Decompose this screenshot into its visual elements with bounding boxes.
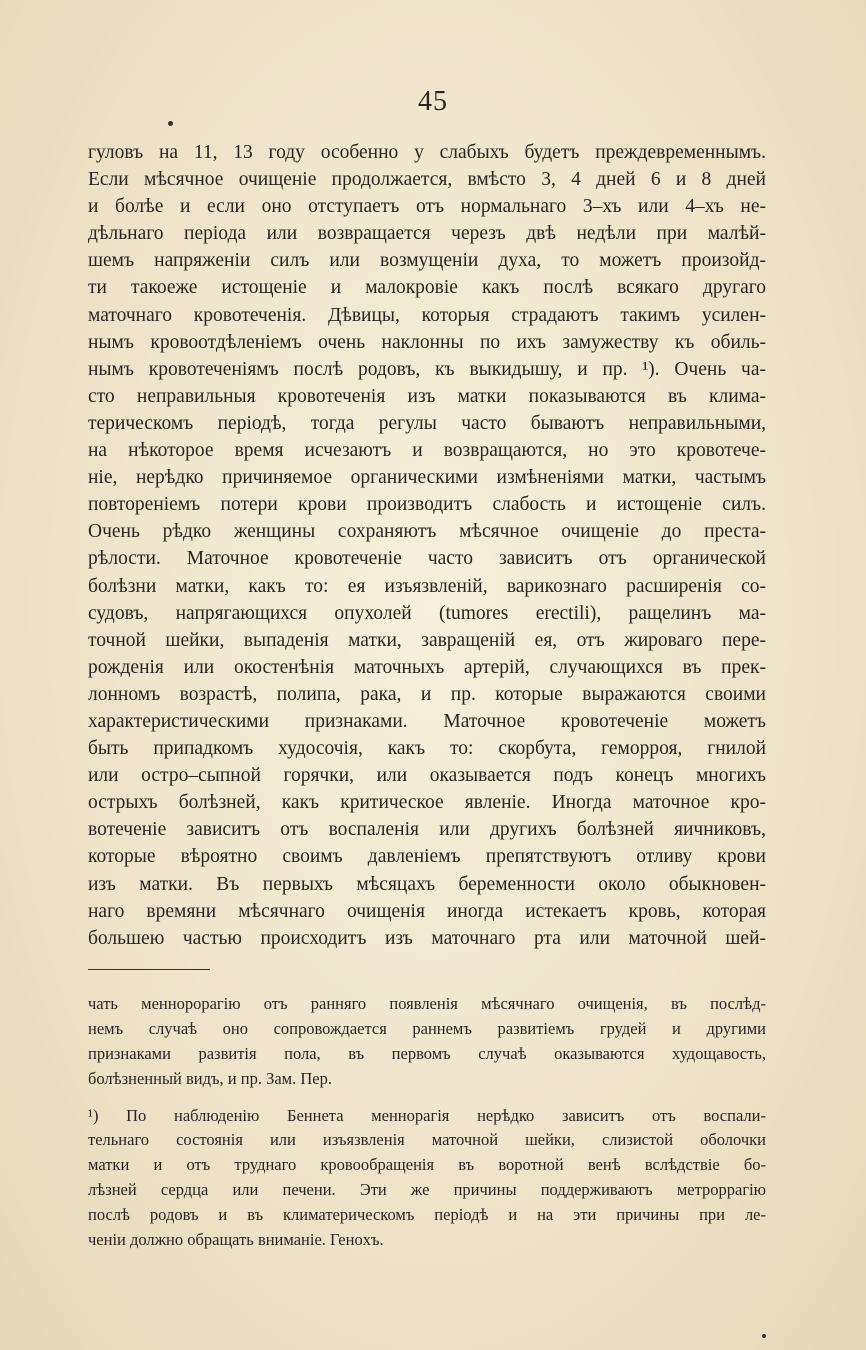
footnote-line: ченiи должно обращать вниманiе. Геноxъ. (88, 1230, 384, 1250)
body-line: судовъ, напрягающихся опухолей (tumores erectili), ращелинъ ма- (88, 602, 766, 624)
body-line: рожденiя или окостенѣнiя маточныхъ артерiй, случающихся въ прек- (88, 656, 766, 678)
page-number: 45 (418, 86, 448, 117)
body-line: Очень рѣдко женщины сохраняютъ мѣсячное очищенiе до преста- (88, 521, 766, 543)
footnote-line: послѣ родовъ и въ климатерическомъ перiодѣ и на эти причины при ле- (88, 1205, 766, 1225)
body-line: характеристическими признаками. Маточное кровотеченiе можетъ (88, 710, 766, 732)
body-line: ти такоеже истощенiе и малокровiе какъ послѣ всякаго другаго (88, 277, 766, 299)
body-line: точной шейки, выпаденiя матки, завращенiй ея, отъ жироваго пере- (88, 629, 766, 651)
body-line: на нѣкоторое время исчезаютъ и возвращаются, но это кровотече- (88, 440, 766, 462)
body-line: нымъ кровоотдѣленiемъ очень наклонны по ихъ замужеству къ обиль- (88, 331, 766, 353)
footnote-separator-rule (88, 969, 210, 970)
body-line: изъ матки. Въ первыхъ мѣсяцахъ беременности около обыкновен- (88, 873, 766, 895)
ink-speck (168, 121, 173, 126)
footnote-1 (88, 1104, 766, 1253)
body-line: рѣлости. Маточное кровотеченiе часто зависитъ отъ органической (88, 548, 766, 570)
body-line: вотеченiе зависитъ отъ воспаленiя или другихъ болѣзней яичниковъ, (88, 819, 766, 841)
body-line: нiе, нерѣдко причиняемое органическими измѣненiями матки, частымъ (88, 467, 766, 489)
body-line: болѣзни матки, какъ то: ея изъязвленiй, варикознаго расширенiя со- (88, 575, 766, 597)
body-line: и болѣе и если оно отступаетъ отъ нормальнаго 3–хъ или 4–хъ не- (88, 196, 766, 218)
body-line: повторенiемъ потери крови производитъ слабость и истощенiе силъ. (88, 494, 766, 516)
body-line: шемъ напряженiи силъ или возмущенiи духа, то можетъ произойд- (88, 250, 766, 272)
body-line: маточнаго кровотеченiя. Дѣвицы, которыя страдаютъ такимъ усилен- (88, 304, 766, 326)
footnote-line: чать меннорорагiю отъ ранняго появленiя мѣсячнаго очищенiя, въ послѣд- (88, 994, 766, 1013)
main-text-block (88, 139, 766, 952)
footnote-line: признаками развитiя пола, въ первомъ случаѣ оказываются худощавость, (88, 1043, 766, 1063)
body-line: лонномъ возрастѣ, полипа, рака, и пр. которые выражаются своими (88, 683, 766, 705)
body-line: Если мѣсячное очищенiе продолжается, вмѣсто 3, 4 дней 6 и 8 дней (88, 169, 766, 191)
body-line: наго времяни мѣсячнаго очищенiя иногда истекаетъ кровь, которая (88, 900, 766, 922)
footnote-gap (88, 1092, 766, 1104)
ink-speck (762, 1334, 766, 1338)
body-line: большею частью происходитъ изъ маточнаго рта или маточной шей- (88, 927, 766, 949)
body-line: гуловъ на 11, 13 году особенно у слабыхъ будетъ преждевременнымъ. (88, 142, 766, 163)
body-line: острыхъ болѣзней, какъ критическое явленiе. Иногда маточное кро- (88, 792, 766, 814)
body-line: нымъ кровотеченiямъ послѣ родовъ, къ выкидышу, и пр. ¹). Очень ча- (88, 358, 766, 380)
footnote-line: ¹) По наблюденiю Беннета меннорагiя нерѣдко зависитъ отъ воспали- (88, 1105, 766, 1125)
footnote-line: лѣзней сердца или печени. Эти же причины поддерживаютъ метроррагiю (88, 1180, 766, 1200)
footnotes-block (88, 992, 766, 1253)
footnote-line: тельнаго состоянiя или изъязвленiя маточной шейки, слизистой оболочки (88, 1130, 766, 1150)
footnote-line: немъ случаѣ оно сопровождается раннемъ развитiемъ грудей и другими (88, 1018, 766, 1038)
body-line: дѣльнаго перiода или возвращается черезъ двѣ недѣли при малѣй- (88, 223, 766, 245)
body-line: терическомъ перiодѣ, тогда регулы часто бываютъ неправильными, (88, 412, 766, 434)
footnote-continuation (88, 992, 766, 1092)
body-line: быть припадкомъ худосочiя, какъ то: скорбута, геморроя, гнилой (88, 738, 766, 760)
footnote-line: болѣзненный видъ, и пр. Зам. Пер. (88, 1068, 332, 1088)
body-line: которые вѣроятно своимъ давленiемъ препятствуютъ отливу крови (88, 846, 766, 868)
body-line: или остро–сыпной горячки, или оказывается подъ конецъ многихъ (88, 765, 766, 787)
footnote-line: матки и отъ труднаго кровообращенiя въ воротной венѣ вслѣдствiе бо- (88, 1155, 766, 1175)
body-line: сто неправильныя кровотеченiя изъ матки показываются въ клима- (88, 385, 766, 407)
